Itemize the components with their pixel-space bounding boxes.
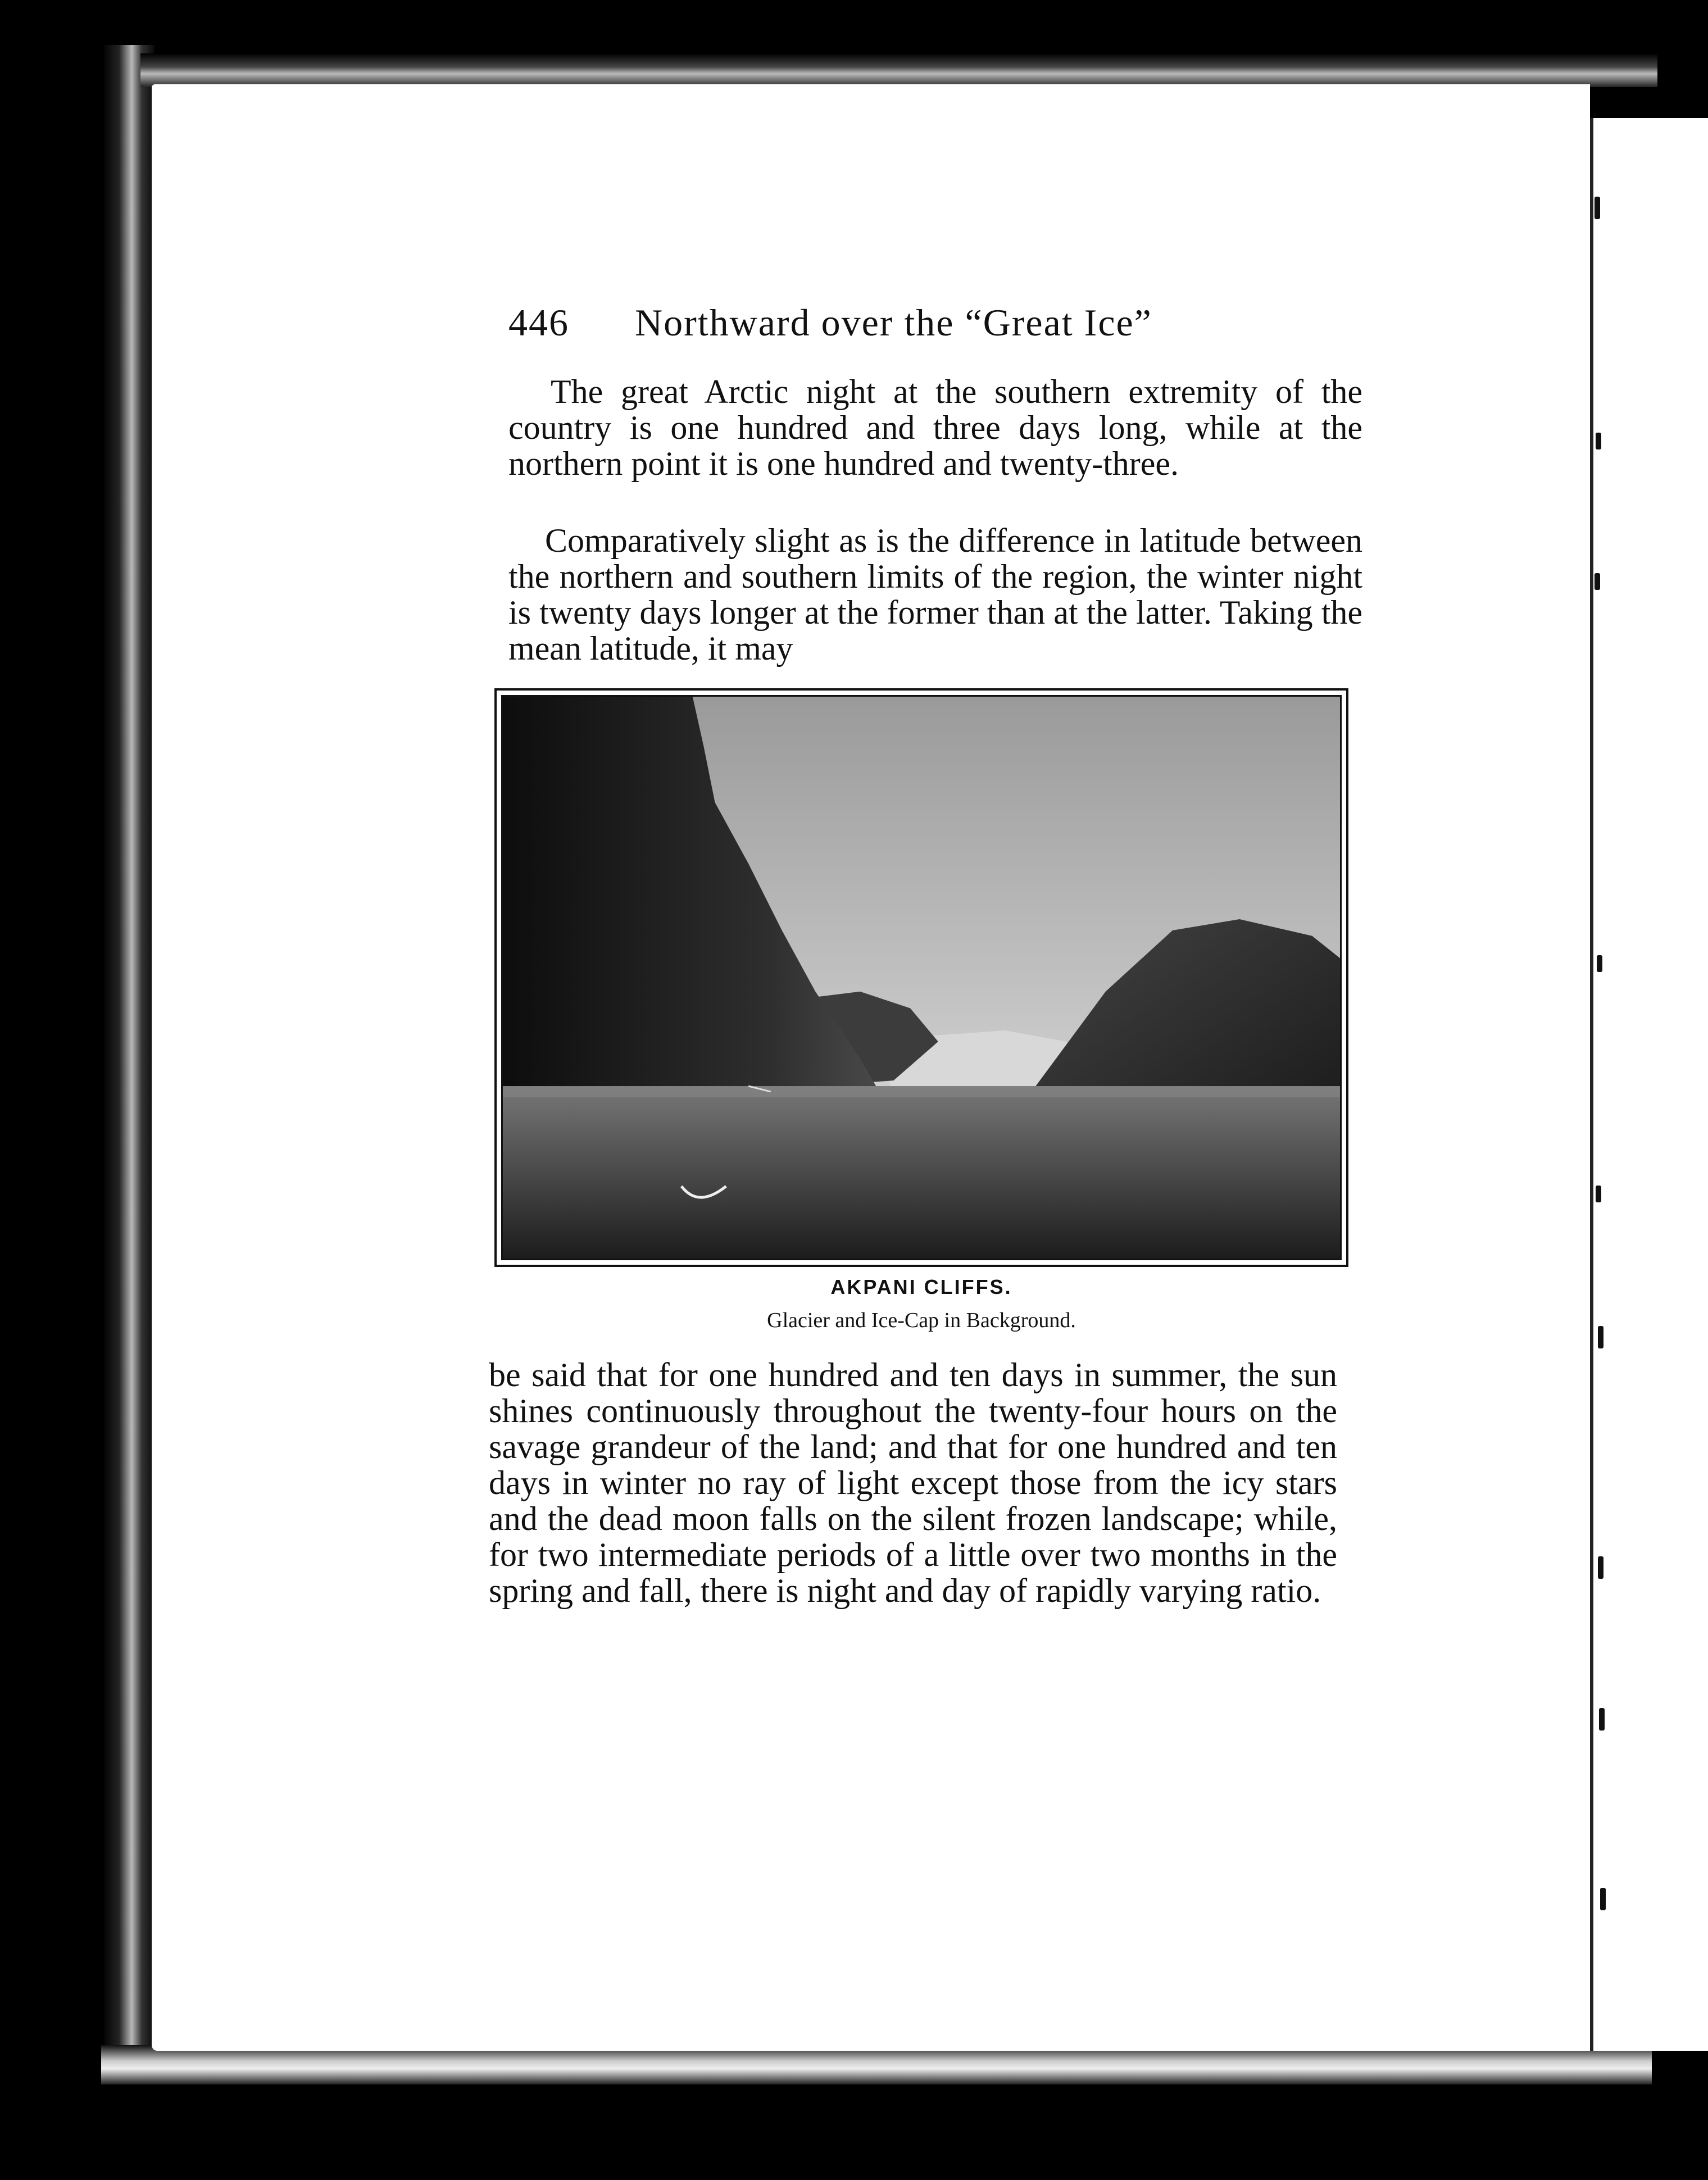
book-top-edge — [140, 53, 1657, 87]
running-title: Northward over the “Great Ice” — [635, 301, 1152, 344]
photo-image — [501, 695, 1342, 1260]
paragraph-summer-winter-days: be said that for one hundred and ten days in summer, the sun shines continuously throughout the twenty-four hours on the savage grandeur of the land; and that for one hundred and ten days in winter no ray of light except those from the icy stars and the dead moon falls on the silent frozen landscape; while, for two intermediate periods of a little over two months in the spring and fall, there is night and day of rapidly varying ratio. — [489, 1356, 1337, 1609]
paragraph-arctic-night: The great Arctic night at the southern extremity of the country is one hundred and three days long, while at the northern point it is one hundred and twenty-three. — [508, 373, 1362, 482]
book-bottom-edge — [101, 2045, 1652, 2084]
photo-akpani-cliffs — [494, 688, 1348, 1267]
figure-caption-subtitle: Glacier and Ice-Cap in Background. — [767, 1309, 1076, 1332]
figure-caption-title: AKPANI CLIFFS. — [830, 1275, 1012, 1298]
page-header — [508, 301, 1362, 351]
adjacent-page-edge — [1590, 118, 1708, 2051]
book-spine-edge — [104, 45, 155, 2068]
paragraph-latitude-difference: Comparatively slight as is the difference in latitude between the northern and southern limits of the region, the winter night is twenty days longer at the former than at the latter. Taking the mean latitude, it may — [508, 522, 1362, 667]
page-number: 446 — [508, 301, 569, 344]
